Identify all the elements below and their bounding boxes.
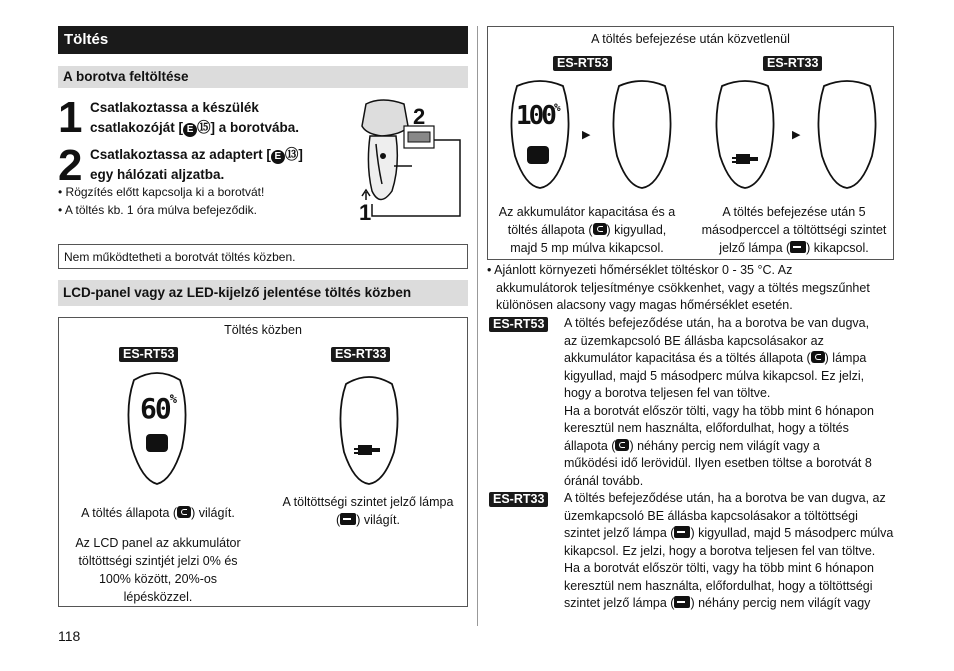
rt33-l3 bbox=[564, 525, 893, 543]
model-badge-rt33: ES-RT33 bbox=[331, 347, 390, 362]
temp-l2: akkumulátorok teljesítménye csökkenhet, vagy a töltés megszűnhet bbox=[496, 280, 870, 295]
step-2-text bbox=[90, 145, 303, 185]
step-1-line2-a: csatlakozóját [ bbox=[90, 120, 184, 135]
rt33-l7-post: ) néhány percig nem világít vagy bbox=[690, 596, 871, 610]
rt33-l3-post: ) kigyullad, majd 5 másodperc múlva bbox=[690, 526, 894, 540]
lcd-unit: % bbox=[169, 392, 175, 406]
led-display-off bbox=[812, 78, 882, 190]
rt53-l7: keresztül nem használta, előfordulhat, hogy a töltés bbox=[564, 421, 849, 435]
rt53-l3-post: ) lámpa bbox=[824, 351, 867, 365]
lcd-display-full bbox=[505, 78, 575, 190]
bullet-switch-off: • Rögzítés előtt kapcsolja ki a borotvát! bbox=[58, 185, 265, 199]
lcd-percent-value bbox=[140, 392, 175, 425]
rt33-l3-pre: szintet jelző lámpa ( bbox=[564, 526, 675, 540]
after-a-l1: Az akkumulátor kapacitása és a bbox=[498, 205, 676, 219]
subsection-display-title: LCD-panel vagy az LED-kijelző jelentése töltés közben bbox=[58, 280, 468, 306]
temperature-note bbox=[487, 262, 870, 315]
charge-status-icon bbox=[615, 439, 629, 451]
after-a-l2 bbox=[487, 221, 687, 239]
figure-label-1: 1 bbox=[359, 200, 372, 225]
lcd-full-value bbox=[516, 101, 558, 131]
after-desc-rt53 bbox=[487, 203, 687, 257]
after-a-l3: majd 5 mp múlva kikapcsol. bbox=[510, 241, 664, 255]
rt33-l7 bbox=[564, 595, 893, 613]
after-desc-rt33 bbox=[694, 203, 894, 257]
desc-a2-l3: 100% között, 20%-os bbox=[98, 572, 218, 586]
after-charging-caption: A töltés befejezése után közvetlenül bbox=[591, 32, 790, 46]
desc-b-l2 bbox=[268, 511, 468, 529]
page-number: 118 bbox=[58, 628, 81, 644]
lcd-value-100: 100 bbox=[516, 101, 554, 131]
desc-a2-l4: lépésközzel. bbox=[123, 590, 193, 604]
rt53-l8-pre: állapota ( bbox=[564, 438, 616, 453]
rt53-l2: az üzemkapcsoló BE állásba kapcsolásakor az bbox=[564, 333, 824, 348]
charge-status-icon bbox=[146, 434, 168, 452]
rt33-note bbox=[564, 490, 893, 613]
model-badge-rt53: ES-RT53 bbox=[553, 56, 612, 71]
charging-caption: Töltés közben bbox=[224, 323, 302, 337]
after-b-l3-post: ) kikapcsol. bbox=[806, 241, 869, 255]
rt53-note bbox=[564, 315, 874, 490]
desc-a2-l1: Az LCD panel az akkumulátor bbox=[75, 536, 241, 550]
step-1-line2-c: ⑮] a borotvába. bbox=[197, 120, 300, 135]
rt53-l9: működési idő lerövidül. Ilyen esetben töltse a borotvát 8 bbox=[564, 456, 872, 470]
figure-label-2: 2 bbox=[413, 104, 426, 129]
plug-icon bbox=[790, 241, 806, 253]
arrow-right-icon: ▶ bbox=[582, 129, 591, 141]
charging-desc-rt33 bbox=[268, 493, 468, 529]
led-display-on bbox=[710, 78, 780, 190]
temp-l3: különösen alacsony vagy magas hőmérséklet esetén. bbox=[496, 298, 793, 312]
model-badge-rt33: ES-RT33 bbox=[763, 56, 822, 71]
rt53-l4: kigyullad, majd 5 másodperc múlva kikapcsol. Ez jelzi, bbox=[564, 368, 865, 383]
charging-desc-rt53-detail bbox=[58, 534, 258, 606]
step-2-number: 2 bbox=[58, 141, 83, 190]
step-2-line1-a: Csatlakoztassa az adaptert [ bbox=[90, 147, 271, 162]
column-divider bbox=[477, 26, 478, 626]
rt53-l6: Ha a borotvát először tölti, vagy ha több mint 6 hónapon bbox=[564, 403, 874, 418]
charge-status-icon bbox=[593, 223, 607, 235]
rt33-l4: kikapcsol. Ez jelzi, hogy a borotva teljesen fel van töltve. bbox=[564, 543, 876, 558]
model-badge-rt33: ES-RT33 bbox=[489, 492, 548, 507]
desc-b-l2-post: ) világít. bbox=[356, 513, 400, 527]
step-2-line2: egy hálózati aljzatba. bbox=[90, 167, 225, 182]
step-1-number: 1 bbox=[58, 93, 83, 142]
after-b-l2: másodperccel a töltöttségi szintet bbox=[701, 223, 887, 237]
rt53-l5: hogy a borotva teljesen fel van töltve. bbox=[564, 386, 771, 400]
bullet-charge-time: • A töltés kb. 1 óra múlva befejeződik. bbox=[58, 203, 257, 217]
desc-a-post: ) világít. bbox=[191, 506, 235, 520]
rt33-l1: A töltés befejeződése után, ha a borotva be van dugva, az bbox=[564, 491, 886, 505]
plug-icon bbox=[674, 526, 690, 538]
desc-b-l1: A töltöttségi szintet jelző lámpa bbox=[282, 495, 454, 509]
step-1-line2 bbox=[90, 118, 299, 138]
after-a-l2-post: ) kigyullad, bbox=[606, 223, 667, 237]
rt53-l1: A töltés befejeződése után, ha a borotva be van dugva, bbox=[564, 316, 870, 330]
step-1-text bbox=[90, 98, 299, 138]
rt33-l2: üzemkapcsoló BE állásba kapcsolásakor a töltöttségi bbox=[564, 508, 858, 523]
lcd-display-rt53 bbox=[124, 368, 190, 486]
step-1-line1: Csatlakoztassa a készülék bbox=[90, 100, 259, 115]
rt53-l10: óránál tovább. bbox=[564, 473, 644, 488]
rt33-l6: keresztül nem használta, előfordulhat, hogy a töltöttségi bbox=[564, 578, 873, 593]
led-display-rt33 bbox=[336, 372, 402, 486]
rt53-l3-pre: akkumulátor kapacitása és a töltés állapota ( bbox=[564, 351, 811, 365]
after-b-l3-pre: jelző lámpa ( bbox=[719, 241, 791, 255]
charging-desc-rt53 bbox=[58, 504, 258, 522]
lcd-value: 60 bbox=[140, 392, 170, 425]
model-badge-rt53: ES-RT53 bbox=[119, 347, 178, 362]
model-badge-rt53: ES-RT53 bbox=[489, 317, 548, 332]
arrow-right-icon: ▶ bbox=[792, 129, 801, 141]
rt33-l7-pre: szintet jelző lámpa ( bbox=[564, 596, 675, 610]
section-title: Töltés bbox=[58, 26, 468, 54]
desc-a2-l2: töltöttségi szintjét jelzi 0% és bbox=[78, 554, 238, 568]
lcd-display-off bbox=[607, 78, 677, 190]
warning-box: Nem működtetheti a borotvát töltés közben. bbox=[58, 244, 468, 269]
step-2-line1 bbox=[90, 145, 303, 165]
plug-icon bbox=[674, 596, 690, 608]
rt33-l5: Ha a borotvát először tölti, vagy ha több mint 6 hónapon bbox=[564, 561, 874, 575]
plug-icon bbox=[340, 513, 356, 525]
step-2-line1-c: ⑬] bbox=[284, 147, 303, 162]
temp-l1: • Ajánlott környezeti hőmérséklet töltéskor 0 - 35 °C. Az bbox=[487, 263, 793, 277]
ref-e-icon: E bbox=[183, 123, 197, 137]
desc-a-pre: A töltés állapota ( bbox=[81, 506, 178, 520]
lcd-unit-100: % bbox=[553, 101, 558, 114]
charge-status-icon bbox=[811, 351, 825, 363]
after-b-l3 bbox=[694, 239, 894, 257]
rt53-l8 bbox=[564, 438, 874, 456]
after-b-l1: A töltés befejezése után 5 bbox=[722, 205, 866, 219]
rt53-l8-post: ) néhány percig nem világít vagy a bbox=[629, 438, 820, 453]
rt53-l3 bbox=[564, 350, 874, 368]
desc-b-l2-pre: ( bbox=[336, 513, 341, 527]
ref-e-icon: E bbox=[271, 150, 285, 164]
subsection-charging-title: A borotva feltöltése bbox=[58, 66, 468, 88]
after-a-l2-pre: töltés állapota ( bbox=[507, 223, 593, 237]
charge-status-icon bbox=[177, 506, 191, 518]
charge-status-icon bbox=[527, 146, 549, 164]
